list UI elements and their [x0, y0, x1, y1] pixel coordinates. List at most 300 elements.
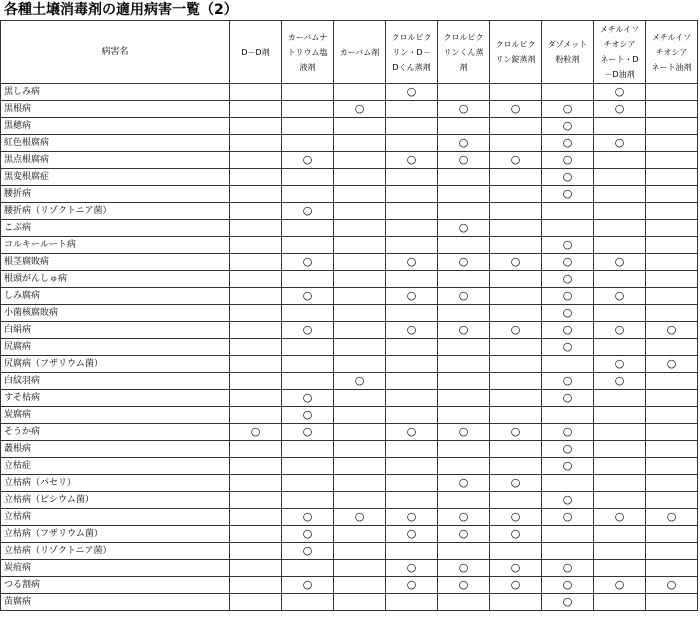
applicable-mark-cell: ○: [542, 339, 594, 356]
column-header-5: [438, 21, 490, 84]
applicable-mark-cell: ○: [438, 509, 490, 526]
table-row: [1, 169, 698, 186]
empty-cell: [646, 101, 698, 118]
empty-cell: [594, 305, 646, 322]
disease-name-cell: 立枯病: [1, 509, 230, 526]
empty-cell: [490, 237, 542, 254]
empty-cell: [282, 169, 334, 186]
table-row: [1, 424, 698, 441]
empty-cell: [334, 356, 386, 373]
empty-cell: [230, 169, 282, 186]
applicable-mark-cell: ○: [386, 560, 438, 577]
empty-cell: [594, 475, 646, 492]
applicable-mark-cell: ○: [542, 271, 594, 288]
empty-cell: [438, 356, 490, 373]
applicable-mark-cell: ○: [542, 101, 594, 118]
empty-cell: [594, 186, 646, 203]
disease-name-cell: コルキールート病: [1, 237, 230, 254]
empty-cell: [646, 118, 698, 135]
applicable-mark-cell: ○: [542, 594, 594, 611]
disease-name-cell: つる割病: [1, 577, 230, 594]
empty-cell: [594, 169, 646, 186]
applicable-mark-cell: ○: [282, 424, 334, 441]
empty-cell: [438, 373, 490, 390]
empty-cell: [490, 441, 542, 458]
applicable-mark-cell: ○: [490, 475, 542, 492]
empty-cell: [334, 186, 386, 203]
page-title: 各種土壌消毒剤の適用病害一覧（2）: [4, 2, 238, 18]
table-row: [1, 373, 698, 390]
disease-name-cell: 尻腐病（フザリウム菌）: [1, 356, 230, 373]
empty-cell: [230, 526, 282, 543]
empty-cell: [646, 543, 698, 560]
column-header-6: [490, 21, 542, 84]
empty-cell: [594, 339, 646, 356]
empty-cell: [490, 458, 542, 475]
applicable-mark-cell: ○: [490, 101, 542, 118]
empty-cell: [646, 339, 698, 356]
empty-cell: [230, 237, 282, 254]
empty-cell: [230, 577, 282, 594]
applicable-mark-cell: ○: [594, 101, 646, 118]
empty-cell: [646, 288, 698, 305]
empty-cell: [646, 492, 698, 509]
empty-cell: [594, 390, 646, 407]
empty-cell: [594, 152, 646, 169]
table-row: [1, 254, 698, 271]
empty-cell: [594, 407, 646, 424]
applicable-mark-cell: ○: [646, 577, 698, 594]
column-header-line: －D油剤: [604, 70, 635, 79]
column-header-line: カーバムナ: [287, 32, 328, 42]
empty-cell: [386, 271, 438, 288]
empty-cell: [334, 169, 386, 186]
empty-cell: [438, 458, 490, 475]
applicable-mark-cell: ○: [490, 526, 542, 543]
empty-cell: [646, 169, 698, 186]
applicable-mark-cell: ○: [542, 254, 594, 271]
empty-cell: [334, 203, 386, 220]
empty-cell: [282, 458, 334, 475]
applicable-mark-cell: ○: [542, 135, 594, 152]
empty-cell: [386, 441, 438, 458]
table-row: [1, 356, 698, 373]
disease-name-cell: 尻腐病: [1, 339, 230, 356]
applicable-mark-cell: ○: [230, 424, 282, 441]
applicable-mark-cell: ○: [542, 288, 594, 305]
empty-cell: [386, 458, 438, 475]
empty-cell: [386, 203, 438, 220]
disease-name-cell: 叢根病: [1, 441, 230, 458]
empty-cell: [386, 305, 438, 322]
column-header-line: 液剤: [299, 62, 316, 72]
empty-cell: [490, 339, 542, 356]
disease-name-cell: 小菌核腐敗病: [1, 305, 230, 322]
applicable-mark-cell: ○: [542, 169, 594, 186]
empty-cell: [490, 169, 542, 186]
applicable-mark-cell: ○: [386, 322, 438, 339]
empty-cell: [386, 220, 438, 237]
empty-cell: [490, 135, 542, 152]
empty-cell: [646, 220, 698, 237]
applicable-mark-cell: ○: [542, 152, 594, 169]
applicable-mark-cell: ○: [438, 220, 490, 237]
applicable-mark-cell: ○: [386, 509, 438, 526]
empty-cell: [542, 407, 594, 424]
table-row: [1, 288, 698, 305]
applicable-mark-cell: ○: [282, 203, 334, 220]
empty-cell: [594, 220, 646, 237]
empty-cell: [386, 169, 438, 186]
empty-cell: [490, 594, 542, 611]
empty-cell: [594, 237, 646, 254]
table-row: [1, 390, 698, 407]
empty-cell: [490, 186, 542, 203]
empty-cell: [282, 220, 334, 237]
empty-cell: [334, 339, 386, 356]
empty-cell: [594, 560, 646, 577]
empty-cell: [230, 135, 282, 152]
empty-cell: [230, 220, 282, 237]
applicable-mark-cell: ○: [438, 254, 490, 271]
empty-cell: [334, 594, 386, 611]
empty-cell: [646, 560, 698, 577]
column-header-line: 粉粒剤: [555, 55, 580, 64]
applicable-mark-cell: ○: [334, 509, 386, 526]
empty-cell: [230, 271, 282, 288]
applicable-mark-cell: ○: [438, 475, 490, 492]
empty-cell: [230, 560, 282, 577]
applicable-mark-cell: ○: [646, 322, 698, 339]
applicable-mark-cell: ○: [438, 322, 490, 339]
empty-cell: [230, 373, 282, 390]
disease-name-cell: 立枯症: [1, 458, 230, 475]
applicable-mark-cell: ○: [594, 254, 646, 271]
column-header-line: クロルピク: [443, 32, 484, 42]
applicable-mark-cell: ○: [594, 509, 646, 526]
applicable-mark-cell: ○: [282, 407, 334, 424]
applicable-mark-cell: ○: [386, 424, 438, 441]
table-row: [1, 101, 698, 118]
empty-cell: [542, 543, 594, 560]
table-row: [1, 441, 698, 458]
empty-cell: [230, 407, 282, 424]
table-row: [1, 203, 698, 220]
empty-cell: [282, 492, 334, 509]
table-row: [1, 543, 698, 560]
empty-cell: [282, 356, 334, 373]
table-header-row: [1, 21, 698, 84]
empty-cell: [386, 186, 438, 203]
empty-cell: [646, 271, 698, 288]
empty-cell: [282, 373, 334, 390]
disease-name-cell: 白紋羽病: [1, 373, 230, 390]
empty-cell: [542, 356, 594, 373]
applicable-mark-cell: ○: [438, 526, 490, 543]
disease-name-cell: 炭疽病: [1, 560, 230, 577]
empty-cell: [334, 305, 386, 322]
column-header-7: [542, 21, 594, 84]
empty-cell: [230, 594, 282, 611]
empty-cell: [386, 475, 438, 492]
applicable-mark-cell: ○: [542, 118, 594, 135]
empty-cell: [490, 492, 542, 509]
column-header-line: ネート・D: [600, 55, 639, 64]
empty-cell: [386, 594, 438, 611]
column-header-line: リン錠蒸剤: [495, 55, 536, 64]
empty-cell: [334, 577, 386, 594]
column-header-disease-name: 病害名: [1, 21, 230, 84]
applicable-mark-cell: ○: [646, 509, 698, 526]
empty-cell: [334, 390, 386, 407]
empty-cell: [282, 271, 334, 288]
disease-name-cell: 黒変根腐症: [1, 169, 230, 186]
empty-cell: [282, 135, 334, 152]
empty-cell: [230, 186, 282, 203]
empty-cell: [490, 288, 542, 305]
table-row: [1, 594, 698, 611]
empty-cell: [230, 356, 282, 373]
disease-name-cell: 紅色根腐病: [1, 135, 230, 152]
disease-name-cell: しみ腐病: [1, 288, 230, 305]
empty-cell: [646, 186, 698, 203]
column-header-line: チオシア: [655, 47, 688, 57]
applicable-mark-cell: ○: [594, 577, 646, 594]
empty-cell: [438, 407, 490, 424]
disease-name-cell: 黒穂病: [1, 118, 230, 135]
applicable-mark-cell: ○: [282, 254, 334, 271]
empty-cell: [230, 305, 282, 322]
column-header-line: リン・D－: [392, 47, 431, 57]
empty-cell: [230, 339, 282, 356]
disease-name-cell: 黒根病: [1, 101, 230, 118]
empty-cell: [334, 526, 386, 543]
disease-name-cell: 立枯病（フザリウム菌）: [1, 526, 230, 543]
empty-cell: [438, 237, 490, 254]
applicable-mark-cell: ○: [386, 254, 438, 271]
column-header-4: [386, 21, 438, 84]
applicable-mark-cell: ○: [490, 577, 542, 594]
empty-cell: [438, 271, 490, 288]
applicable-mark-cell: ○: [386, 152, 438, 169]
applicable-mark-cell: ○: [438, 101, 490, 118]
empty-cell: [282, 339, 334, 356]
applicable-mark-cell: ○: [438, 577, 490, 594]
table-row: [1, 84, 698, 101]
empty-cell: [334, 84, 386, 101]
applicable-mark-cell: ○: [594, 373, 646, 390]
empty-cell: [542, 84, 594, 101]
empty-cell: [490, 84, 542, 101]
disease-name-cell: 立枯病（リゾクトニア菌）: [1, 543, 230, 560]
empty-cell: [230, 288, 282, 305]
applicable-mark-cell: ○: [282, 322, 334, 339]
applicable-mark-cell: ○: [646, 356, 698, 373]
applicable-mark-cell: ○: [542, 441, 594, 458]
empty-cell: [230, 390, 282, 407]
column-header-line: クロルピク: [495, 40, 536, 49]
empty-cell: [490, 271, 542, 288]
disease-name-cell: 根頭がんしゅ病: [1, 271, 230, 288]
applicable-mark-cell: ○: [282, 152, 334, 169]
empty-cell: [646, 424, 698, 441]
applicable-mark-cell: ○: [334, 101, 386, 118]
empty-cell: [334, 271, 386, 288]
applicable-mark-cell: ○: [542, 458, 594, 475]
empty-cell: [334, 220, 386, 237]
table-row: [1, 475, 698, 492]
empty-cell: [646, 407, 698, 424]
empty-cell: [594, 492, 646, 509]
applicable-mark-cell: ○: [438, 135, 490, 152]
table-row: [1, 458, 698, 475]
applicable-mark-cell: ○: [542, 424, 594, 441]
applicable-mark-cell: ○: [282, 577, 334, 594]
disease-name-cell: 黒点根腐病: [1, 152, 230, 169]
empty-cell: [646, 594, 698, 611]
empty-cell: [334, 441, 386, 458]
applicable-mark-cell: ○: [542, 390, 594, 407]
empty-cell: [490, 373, 542, 390]
disease-name-cell: 根茎腐敗病: [1, 254, 230, 271]
empty-cell: [490, 390, 542, 407]
empty-cell: [230, 254, 282, 271]
applicable-mark-cell: ○: [334, 373, 386, 390]
empty-cell: [386, 339, 438, 356]
empty-cell: [334, 475, 386, 492]
applicable-mark-cell: ○: [542, 560, 594, 577]
applicable-mark-cell: ○: [542, 577, 594, 594]
empty-cell: [386, 543, 438, 560]
empty-cell: [386, 101, 438, 118]
column-header-line: 剤: [459, 62, 468, 72]
table-row: [1, 492, 698, 509]
disease-name-cell: すそ枯病: [1, 390, 230, 407]
empty-cell: [646, 135, 698, 152]
applicable-mark-cell: ○: [542, 305, 594, 322]
empty-cell: [230, 441, 282, 458]
empty-cell: [438, 169, 490, 186]
column-header-line: チオシア: [603, 40, 636, 49]
empty-cell: [386, 237, 438, 254]
column-header-1: [230, 21, 282, 84]
column-header-3: [334, 21, 386, 84]
column-header-line: リンくん蒸: [443, 47, 484, 57]
column-header-line: メチルイソ: [599, 25, 640, 34]
table-row: [1, 118, 698, 135]
applicable-mark-cell: ○: [282, 390, 334, 407]
disease-name-cell: 腰折病: [1, 186, 230, 203]
empty-cell: [594, 271, 646, 288]
applicable-mark-cell: ○: [594, 84, 646, 101]
empty-cell: [542, 475, 594, 492]
applicable-mark-cell: ○: [282, 526, 334, 543]
empty-cell: [230, 475, 282, 492]
empty-cell: [438, 594, 490, 611]
disease-name-cell: 白絹病: [1, 322, 230, 339]
applicable-mark-cell: ○: [438, 152, 490, 169]
empty-cell: [438, 186, 490, 203]
empty-cell: [490, 305, 542, 322]
applicable-mark-cell: ○: [594, 322, 646, 339]
empty-cell: [282, 475, 334, 492]
empty-cell: [282, 305, 334, 322]
table-row: [1, 186, 698, 203]
applicable-mark-cell: ○: [594, 135, 646, 152]
empty-cell: [334, 288, 386, 305]
empty-cell: [230, 84, 282, 101]
applicable-mark-cell: ○: [594, 288, 646, 305]
empty-cell: [438, 339, 490, 356]
column-header-line: Dくん蒸剤: [392, 62, 431, 72]
table-row: [1, 237, 698, 254]
empty-cell: [646, 203, 698, 220]
empty-cell: [334, 118, 386, 135]
column-header-line: クロルピク: [391, 32, 432, 42]
disease-name-cell: 立枯病（パセリ）: [1, 475, 230, 492]
table-row: [1, 560, 698, 577]
empty-cell: [438, 84, 490, 101]
empty-cell: [594, 441, 646, 458]
empty-cell: [230, 458, 282, 475]
applicable-mark-cell: ○: [542, 322, 594, 339]
applicable-mark-cell: ○: [542, 237, 594, 254]
applicable-mark-cell: ○: [594, 356, 646, 373]
table-row: [1, 322, 698, 339]
table-row: [1, 135, 698, 152]
empty-cell: [438, 203, 490, 220]
empty-cell: [438, 118, 490, 135]
column-header-8: [594, 21, 646, 84]
empty-cell: [334, 254, 386, 271]
empty-cell: [646, 458, 698, 475]
applicable-mark-cell: ○: [542, 373, 594, 390]
column-header-line: D－D剤: [241, 47, 270, 57]
table-row: [1, 577, 698, 594]
empty-cell: [334, 560, 386, 577]
table-row: [1, 152, 698, 169]
column-header-9: [646, 21, 698, 84]
applicable-mark-cell: ○: [438, 288, 490, 305]
empty-cell: [542, 203, 594, 220]
empty-cell: [334, 492, 386, 509]
empty-cell: [438, 441, 490, 458]
applicable-mark-cell: ○: [386, 577, 438, 594]
applicable-mark-cell: ○: [490, 509, 542, 526]
empty-cell: [646, 475, 698, 492]
applicable-mark-cell: ○: [438, 560, 490, 577]
applicable-mark-cell: ○: [386, 526, 438, 543]
table-row: [1, 305, 698, 322]
empty-cell: [334, 135, 386, 152]
applicable-mark-cell: ○: [542, 492, 594, 509]
column-header-line: カーバム剤: [339, 47, 380, 57]
empty-cell: [490, 220, 542, 237]
empty-cell: [386, 390, 438, 407]
empty-cell: [334, 424, 386, 441]
empty-cell: [282, 84, 334, 101]
table-row: [1, 407, 698, 424]
disease-table: [0, 20, 698, 611]
column-header-2: [282, 21, 334, 84]
empty-cell: [646, 526, 698, 543]
table-row: [1, 509, 698, 526]
table-row: [1, 220, 698, 237]
empty-cell: [334, 458, 386, 475]
applicable-mark-cell: ○: [282, 543, 334, 560]
empty-cell: [282, 560, 334, 577]
empty-cell: [542, 220, 594, 237]
